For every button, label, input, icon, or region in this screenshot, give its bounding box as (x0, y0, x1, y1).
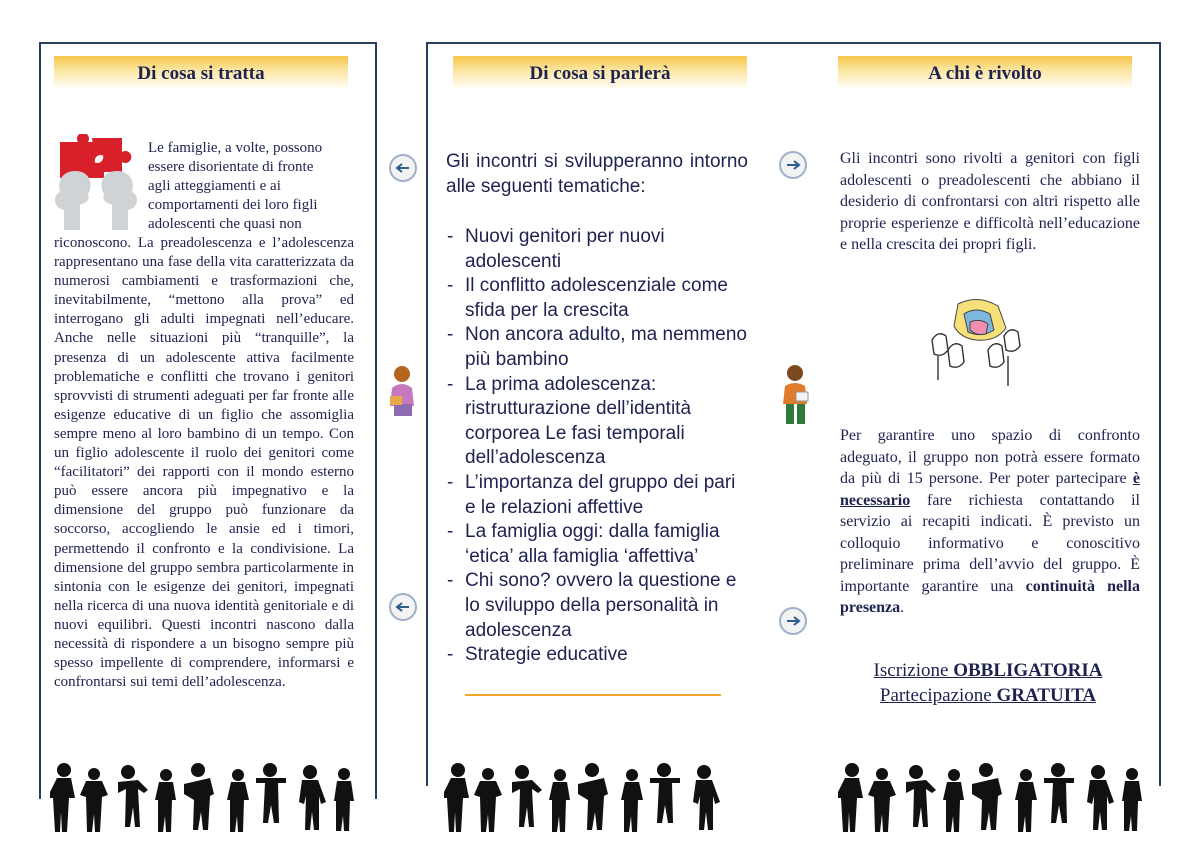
topic-item: - Strategie educative (447, 643, 749, 668)
girl-reading-icon (384, 362, 420, 428)
group-info-text: Per garantire uno spazio di confronto adeguato, il gruppo non potrà essere formato da più di 15 persone. Per poter partecipare (840, 427, 1140, 487)
arrow-left-icon (388, 592, 418, 622)
participation-line (838, 683, 1138, 708)
col2-intro: Gli incontri si svilupperanno intorno alle seguenti tematiche: (446, 151, 748, 197)
child-silhouette (838, 763, 1142, 832)
topic-item: - L’importanza del gruppo dei pari e le relazioni affettive (447, 471, 749, 520)
col1-intro-line: essere disorientate di fronte (148, 159, 314, 176)
arrow-right-icon (778, 150, 808, 180)
puzzle-heads-icon (52, 134, 140, 230)
registration-info (838, 658, 1138, 708)
group-info-text: fare richiesta contattando il servizio ai recapiti indicati. È previsto un colloquio informativo e conoscitivo preliminare prima dell’avvio del gruppo. È importante garantire una (840, 491, 1141, 595)
registration-line (838, 658, 1138, 683)
topic-item: - Il conflitto adolescenziale come sfida per la crescita (447, 274, 749, 323)
col1-body: riconoscono. La preadolescenza e l’adolescenza rappresentano una fase della vita caratterizzata da numerosi cambiamenti e trasformazioni che, inevitabilmente, “mettono alla prova” ed interrogano gli adulti impegnati nell’educare. Anche nelle situazioni più “tranquille”, la presenza di un adolescente attiva facilmente problematiche e conflitti che trovano i genitori sprovvisti di strumenti adeguati per far fronte alle esigenze educative di un figlio che assomiglia sempre meno al loro bambino di un tempo. Con un figlio adolescente il ruolo dei genitori come “facilitatori” dei rapporti con il mondo esterno può essere ancora più impegnativo e la dimensione del gruppo può funzionare da soccorso, accogliendo le ansie ed i timori, permettendo il confronto e la condivisione. La dimensione del gruppo sembra particolarmente in sintonia con le esigenze dei genitori, impegnati nella ricerca di una nuova identità genitoriale e di nuovi equilibri. Questi incontri nascono dalla necessità di rispondere a un bisogno sempre più spesso impellente di comprendere, informarsi e confrontarsi sui temi dell’adolescenza. (54, 235, 354, 691)
col2-title: Di cosa si parlerà (453, 56, 747, 90)
orange-divider (465, 694, 721, 696)
iscrizione-value: OBBLIGATORIA (953, 660, 1103, 681)
topic-item: - Nuovi genitori per nuovi adolescenti (447, 225, 749, 274)
col3-title: A chi è rivolto (838, 56, 1132, 90)
col1-intro-line: comportamenti dei loro figli (148, 197, 318, 214)
topic-item: - Non ancora adulto, ma nemmeno più bambino (447, 323, 749, 372)
col2-topic-list (447, 225, 749, 668)
col1-intro-lines (148, 139, 354, 234)
partecipazione-label: Partecipazione (879, 685, 992, 706)
col3-group-info (840, 425, 1140, 619)
col3-intro: Gli incontri sono rivolti a genitori con figli adolescenti o preadolescenti che abbiano il desiderio di confrontarsi con altri rispetto alle proprie esperienze e difficoltà nell’educazione e nella crescita dei propri figli. (840, 150, 1140, 253)
col1-title: Di cosa si tratta (54, 56, 348, 90)
boy-reading-icon (776, 362, 814, 428)
children-silhouettes (838, 762, 1148, 832)
topic-item: - La prima adolescenza: ristrutturazione dell’identità corporea Le fasi temporali dell’adolescenza (447, 373, 749, 471)
child-silhouette (444, 763, 720, 832)
children-silhouettes (444, 762, 744, 832)
continuity-emphasis: continuità nella presenza (840, 577, 1140, 616)
topic-item: - La famiglia oggi: dalla famiglia ‘etica’ alla famiglia ‘affettiva’ (447, 520, 749, 569)
col1-intro-line: agli atteggiamenti e ai (148, 178, 281, 195)
arrow-left-icon (388, 153, 418, 183)
required-emphasis: è necessario (840, 470, 1140, 509)
iscrizione-label: Iscrizione (873, 660, 949, 681)
arrow-right-icon (778, 606, 808, 636)
topic-item: - Chi sono? ovvero la questione e lo sviluppo della personalità in adolescenza (447, 569, 749, 643)
partecipazione-value: GRATUITA (996, 685, 1097, 706)
group-discussion-icon (928, 296, 1022, 388)
group-info-end: . (900, 599, 905, 616)
col1-intro-line: Le famiglie, a volte, possono (148, 140, 323, 156)
child-silhouette (50, 763, 354, 832)
children-silhouettes (50, 762, 360, 832)
col1-intro-line: adolescenti che quasi non (148, 216, 302, 233)
